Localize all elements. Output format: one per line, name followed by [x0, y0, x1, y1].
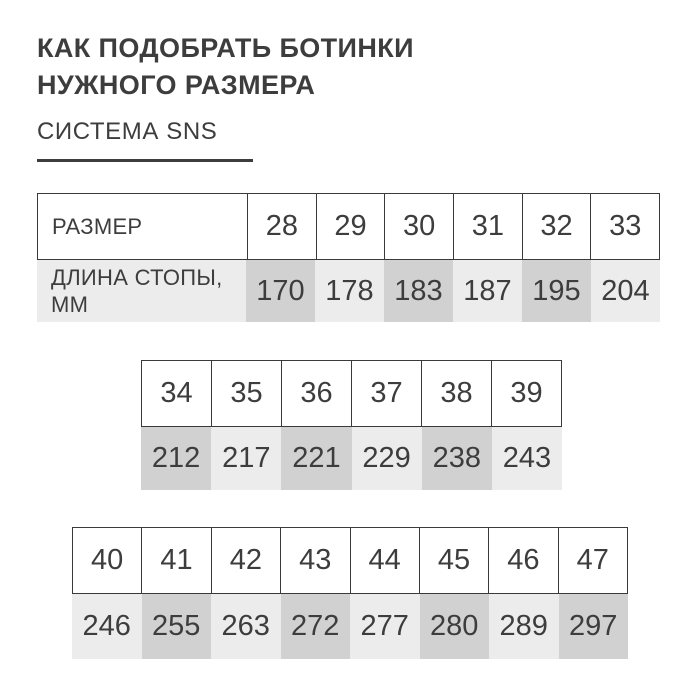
length-cell: 297 [559, 594, 629, 659]
size-cell: 38 [421, 361, 491, 426]
size-cell: 33 [590, 194, 659, 259]
length-cell: 280 [420, 594, 490, 659]
size-cell: 35 [211, 361, 281, 426]
length-cell: 272 [281, 594, 351, 659]
length-cell: 289 [489, 594, 559, 659]
length-cell: 246 [72, 594, 142, 659]
page-title-line2: НУЖНОГО РАЗМЕРА [37, 70, 316, 100]
size-cell: 42 [211, 528, 280, 593]
size-cell: 28 [247, 194, 316, 259]
length-value-row [141, 427, 562, 490]
length-cell: 204 [591, 260, 660, 322]
length-cell: 170 [246, 260, 315, 322]
length-cell: 255 [142, 594, 212, 659]
size-cell: 39 [491, 361, 561, 426]
size-header-row [37, 193, 660, 260]
length-value-row [37, 260, 660, 322]
page-subtitle: СИСТЕМА SNS [37, 118, 218, 145]
length-cell: 243 [492, 427, 562, 490]
length-cell: 263 [211, 594, 281, 659]
length-value-row [72, 594, 628, 659]
size-header-row [141, 360, 562, 427]
size-cell: 45 [419, 528, 488, 593]
size-cell: 40 [91, 544, 124, 576]
size-cell: 29 [316, 194, 385, 259]
size-cell: 30 [384, 194, 453, 259]
size-cell: 36 [281, 361, 351, 426]
size-cell: 41 [141, 528, 210, 593]
length-cell: 195 [522, 260, 591, 322]
size-table-28-33 [37, 193, 660, 322]
size-cell: 46 [488, 528, 557, 593]
size-table-34-39 [141, 360, 562, 490]
page-title [37, 30, 414, 104]
size-header-row [72, 527, 628, 594]
length-cell: 178 [315, 260, 384, 322]
length-cell: 277 [350, 594, 420, 659]
length-cell: 183 [384, 260, 453, 322]
length-cell: 217 [211, 427, 281, 490]
size-cell: 37 [351, 361, 421, 426]
length-cell: 238 [422, 427, 492, 490]
size-cell: 43 [280, 528, 349, 593]
size-cell: 34 [160, 377, 193, 409]
size-cell: 44 [350, 528, 419, 593]
length-cell: 212 [141, 427, 211, 490]
size-cell: 47 [558, 528, 627, 593]
size-cell: 31 [453, 194, 522, 259]
length-cell: 221 [281, 427, 351, 490]
length-cell: 229 [352, 427, 422, 490]
page-title-line1: КАК ПОДОБРАТЬ БОТИНКИ [37, 33, 414, 63]
size-row-label: РАЗМЕР [52, 213, 143, 239]
size-cell: 32 [522, 194, 591, 259]
size-table-40-47 [72, 527, 628, 659]
subtitle-underline [37, 159, 253, 162]
length-row-label: ДЛИНА СТОПЫ, ММ [37, 260, 246, 322]
length-cell: 187 [453, 260, 522, 322]
